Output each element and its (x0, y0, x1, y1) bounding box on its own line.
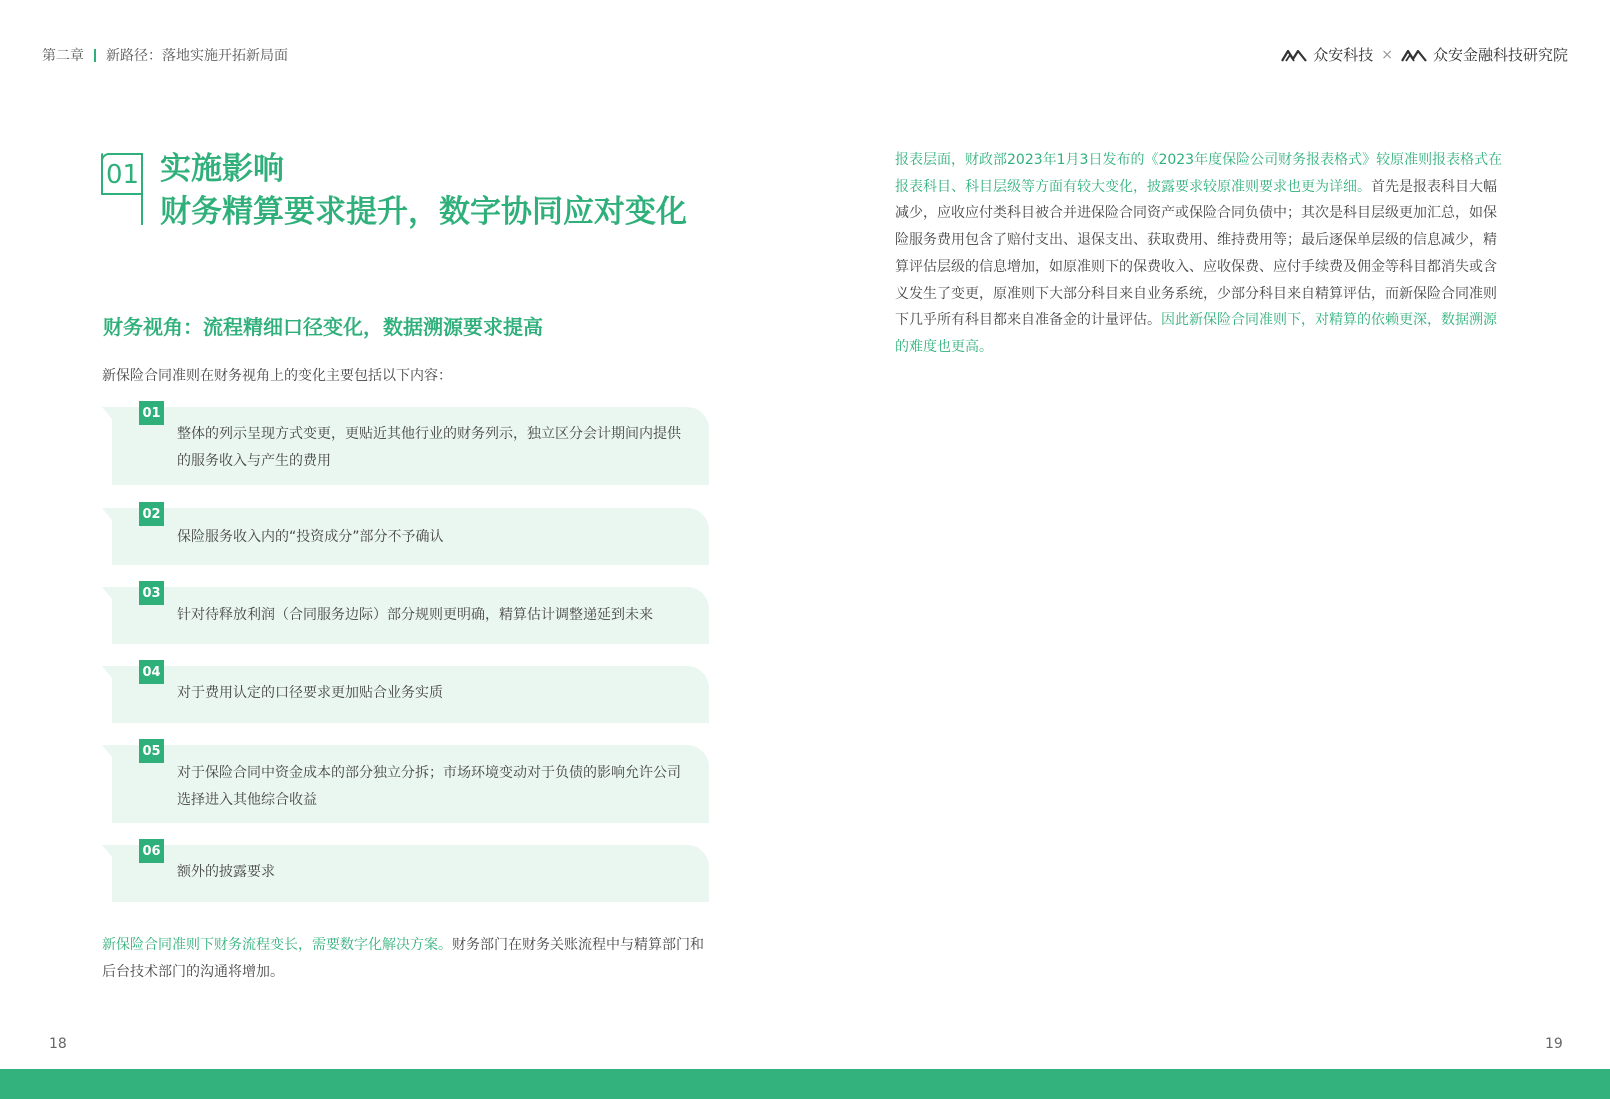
list-item (112, 508, 709, 565)
card-tail (102, 845, 112, 857)
card-tail (102, 508, 112, 520)
section-number-hline (101, 193, 143, 195)
list-item (112, 407, 709, 485)
item-text: 对于保险合同中资金成本的部分独立分拆；市场环境变动对于负债的影响允许公司选择进入其他综合收益 (177, 765, 681, 808)
item-number-badge: 02 (139, 502, 164, 526)
header-divider (94, 49, 96, 62)
sub-heading: 财务视角：流程精细口径变化，数据溯源要求提高 (103, 315, 543, 339)
item-number-badge: 01 (139, 401, 164, 425)
page-number-right: 19 (1545, 1036, 1563, 1052)
item-number-badge: 03 (139, 581, 164, 605)
section-number-leftline (101, 153, 103, 195)
closing-highlight: 新保险合同准则下财务流程变长，需要数字化解决方案。 (102, 937, 452, 953)
item-text: 整体的列示呈现方式变更，更贴近其他行业的财务列示，独立区分会计期间内提供的服务收入与产生的费用 (177, 426, 681, 469)
section-title-line1: 实施影响 (160, 151, 284, 187)
intro-text: 新保险合同准则在财务视角上的变化主要包括以下内容： (102, 368, 452, 384)
closing-body: 财务部门在财务关账流程中与精算部门和后台技术部门的沟通将增加。 (102, 937, 704, 980)
card-tail (102, 745, 112, 757)
section-title (160, 148, 687, 234)
brand-name-2: 众安金融科技研究院 (1432, 46, 1568, 64)
list-item (112, 745, 709, 823)
list-item (112, 666, 709, 723)
section-number: 01 (106, 160, 140, 190)
page-number-left: 18 (49, 1036, 67, 1052)
card-tail (102, 407, 112, 419)
report-paragraph (895, 147, 1503, 361)
item-text: 针对待释放利润（合同服务边际）部分规则更明确，精算估计调整递延到未来 (177, 607, 653, 623)
item-number-badge: 05 (139, 739, 164, 763)
brand-separator: × (1381, 46, 1393, 63)
zhongan-logo-icon (1281, 47, 1307, 63)
item-number-badge: 06 (139, 839, 164, 863)
chapter-label: 第二章 (42, 48, 84, 64)
item-text: 额外的披露要求 (177, 864, 275, 880)
section-title-line2: 财务精算要求提升，数字协同应对变化 (160, 194, 687, 230)
card-tail (102, 587, 112, 599)
section-number-vline (141, 153, 143, 225)
chapter-title: 新路径：落地实施开拓新局面 (106, 48, 288, 64)
list-item (112, 845, 709, 902)
footer-bar (0, 1069, 1610, 1099)
list-item (112, 587, 709, 644)
item-text: 保险服务收入内的“投资成分”部分不予确认 (177, 529, 444, 545)
card-tail (102, 666, 112, 678)
report-highlight-1: 报表层面，财政部2023年1月3日发布的《2023年度保险公司财务报表格式》较原准则报表格式在报表科目、科目层级等方面有较大变化，披露要求较原准则要求也更为详细。 (895, 152, 1503, 195)
running-header (42, 45, 288, 65)
closing-paragraph (102, 932, 712, 986)
zhongan-institute-logo-icon (1401, 47, 1427, 63)
brand-logos (1281, 44, 1568, 65)
brand-name-1: 众安科技 (1313, 46, 1374, 64)
item-text: 对于费用认定的口径要求更加贴合业务实质 (177, 685, 443, 701)
report-highlight-2: 因此新保险合同准则下，对精算的依赖更深，数据溯源的难度也更高。 (895, 312, 1497, 355)
report-body: 首先是报表科目大幅减少，应收应付类科目被合并进保险合同资产或保险合同负债中；其次是科目层级更加汇总，如保险服务费用包含了赔付支出、退保支出、获取费用、维持费用等；最后逐保单层级的信息减少，精算评估层级的信息增加，如原准则下的保费收入、应收保费、应付手续费及佣金等科目都消失或含义发生了变更，原准则下大部分科目来自业务系统，少部分科目来自精算评估，而新保险合同准则下几乎所有科目都来自准备金的计量评估。 (895, 178, 1497, 329)
item-number-badge: 04 (139, 660, 164, 684)
